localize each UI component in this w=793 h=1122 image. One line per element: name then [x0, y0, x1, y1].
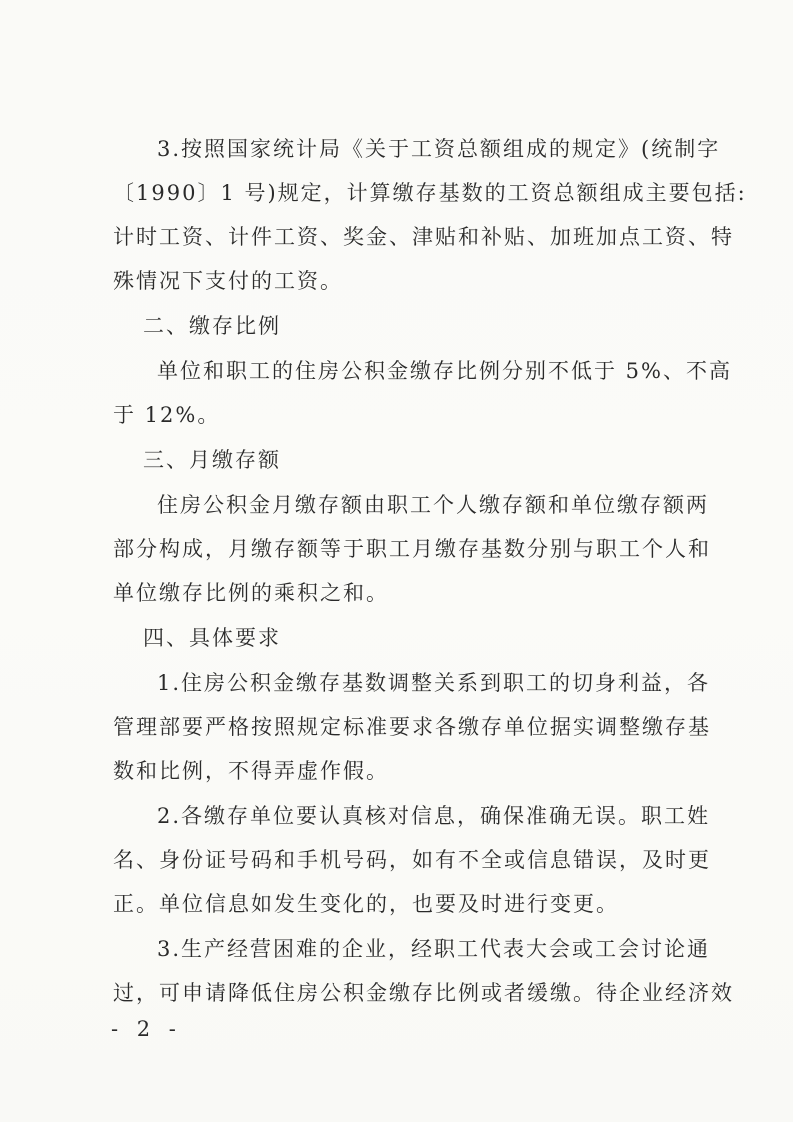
text-line: 3.生产经营困难的企业，经职工代表大会或工会讨论通	[157, 937, 711, 961]
text-line: 部分构成，月缴存额等于职工月缴存基数分别与职工个人和	[113, 537, 711, 561]
text-line: 2.各缴存单位要认真核对信息，确保准确无误。职工姓	[157, 804, 711, 828]
text-line: 1.住房公积金缴存基数调整关系到职工的切身利益，各	[157, 671, 711, 695]
text-line: 单位和职工的住房公积金缴存比例分别不低于 5%、不高	[157, 359, 732, 383]
paragraph-requirement-1	[113, 661, 711, 793]
text-line: 计时工资、计件工资、奖金、津贴和补贴、加班加点工资、特	[113, 225, 734, 249]
paragraph-monthly-amount	[113, 483, 711, 615]
text-line: 单位缴存比例的乘积之和。	[113, 581, 389, 605]
section-heading-monthly-amount: 三、月缴存额	[143, 448, 281, 472]
section-heading-specific-requirements: 四、具体要求	[143, 626, 281, 650]
text-line: 数和比例，不得弄虚作假。	[113, 759, 389, 783]
section-heading-contribution-ratio: 二、缴存比例	[143, 314, 281, 338]
text-line: 3.按照国家统计局《关于工资总额组成的规定》(统制字	[157, 137, 721, 161]
text-line: 管理部要严格按照规定标准要求各缴存单位据实调整缴存基	[113, 715, 711, 739]
paragraph-contribution-ratio	[113, 349, 732, 437]
text-line: 正。单位信息如发生变化的，也要及时进行变更。	[113, 892, 619, 916]
text-line: 于 12%。	[113, 403, 221, 427]
paragraph-requirement-3	[113, 927, 734, 1015]
document-body	[113, 127, 747, 1016]
text-line: 殊情况下支付的工资。	[113, 269, 343, 293]
text-line: 名、身份证号码和手机号码，如有不全或信息错误，及时更	[113, 848, 711, 872]
page-number: - 2 -	[111, 1017, 182, 1041]
paragraph-requirement-2	[113, 794, 711, 926]
text-line: 住房公积金月缴存额由职工个人缴存额和单位缴存额两	[157, 493, 709, 517]
text-line: 过，可申请降低住房公积金缴存比例或者缓缴。待企业经济效	[113, 981, 734, 1005]
paragraph-wage-composition	[113, 127, 747, 303]
text-line: 〔1990〕1 号)规定，计算缴存基数的工资总额组成主要包括:	[113, 181, 747, 205]
